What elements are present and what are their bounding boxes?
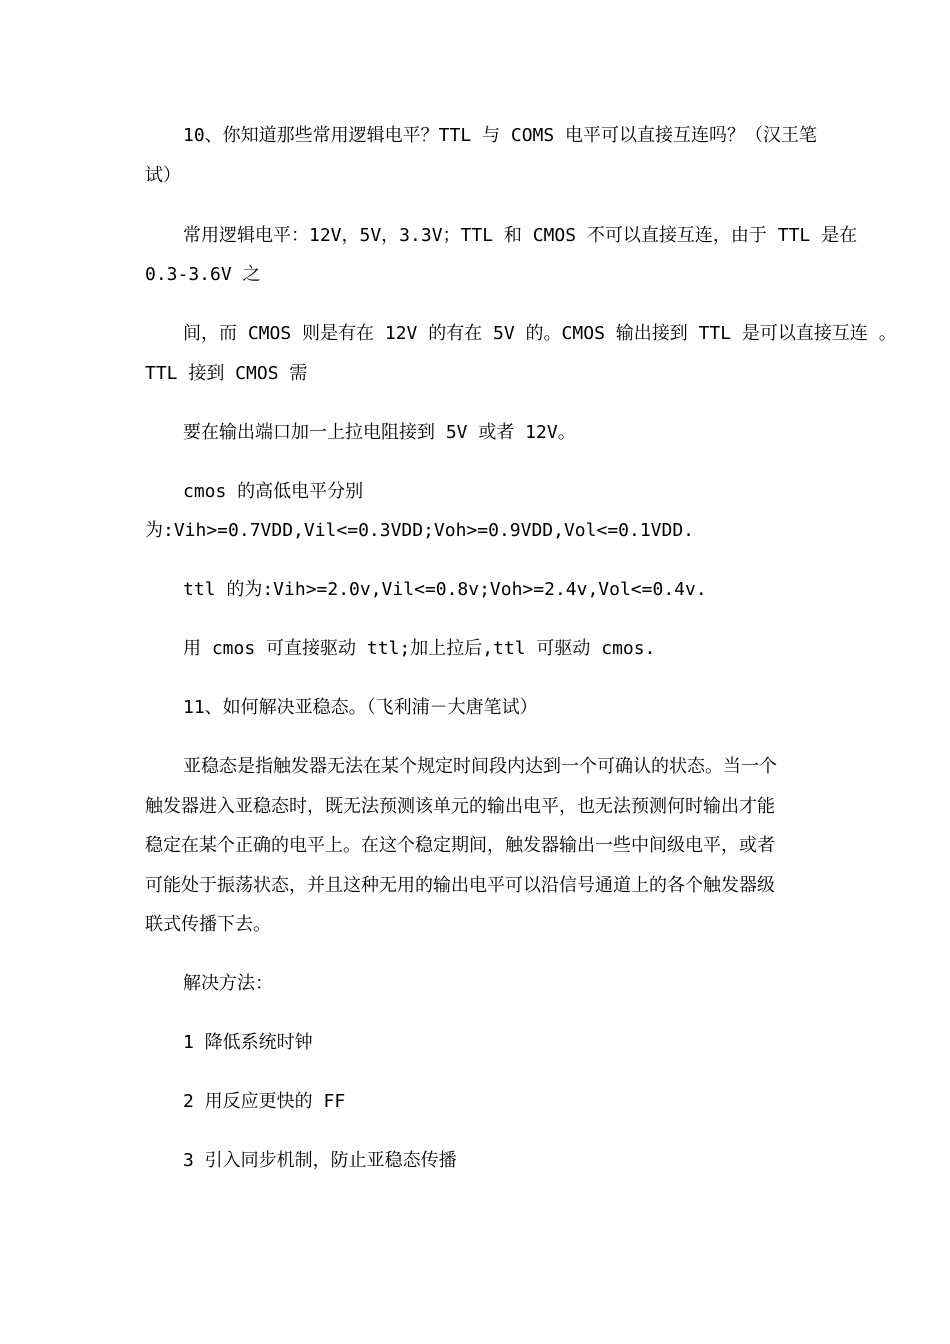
q10-paragraph6: 用 cmos 可直接驱动 ttl;加上拉后,ttl 可驱动 cmos. [183, 638, 656, 659]
q11-paragraph1-line5: 联式传播下去。 [145, 914, 271, 935]
q11-paragraph1-line3: 稳定在某个正确的电平上。在这个稳定期间，触发器输出一些中间级电平，或者 [145, 835, 775, 856]
q11-solution-item: 1 降低系统时钟 [183, 1032, 313, 1053]
q11-solution-item: 3 引入同步机制，防止亚稳态传播 [183, 1150, 457, 1171]
q11-title: 11、如何解决亚稳态。（飞利浦－大唐笔试） [183, 697, 538, 718]
q11-paragraph1-line1: 亚稳态是指触发器无法在某个规定时间段内达到一个可确认的状态。当一个 [183, 756, 777, 777]
q10-paragraph1-line2: 0.3-3.6V 之 [145, 264, 261, 285]
q10-title-line2: 试） [145, 165, 181, 186]
q10-paragraph4-line1: cmos 的高低电平分别 [183, 481, 364, 502]
q11-paragraph1-line4: 可能处于振荡状态，并且这种无用的输出电平可以沿信号通道上的各个触发器级 [145, 875, 775, 896]
q10-paragraph5: ttl 的为:Vih>=2.0v,Vil<=0.8v;Voh>=2.4v,Vol<=0.4v. [183, 579, 707, 600]
q11-solution-item: 2 用反应更快的 FF [183, 1091, 346, 1112]
q10-paragraph2-line2: TTL 接到 CMOS 需 [145, 363, 308, 384]
q10-paragraph4-line2: 为:Vih>=0.7VDD,Vil<=0.3VDD;Voh>=0.9VDD,Vol<=0.1VDD. [145, 520, 695, 541]
q11-solution-heading: 解决方法： [183, 973, 273, 994]
q10-paragraph2-line1: 间，而 CMOS 则是有在 12V 的有在 5V 的。CMOS 输出接到 TTL 是可以直接互连 。 [183, 323, 897, 344]
q11-paragraph1-line2: 触发器进入亚稳态时，既无法预测该单元的输出电平，也无法预测何时输出才能 [145, 796, 775, 817]
q10-paragraph3: 要在输出端口加一上拉电阻接到 5V 或者 12V。 [183, 422, 576, 443]
q10-paragraph1-line1: 常用逻辑电平：12V，5V，3.3V；TTL 和 CMOS 不可以直接互连，由于 TTL 是在 [183, 225, 858, 246]
q10-title-line1: 10、你知道那些常用逻辑电平？TTL 与 COMS 电平可以直接互连吗？（汉王笔 [183, 125, 818, 146]
